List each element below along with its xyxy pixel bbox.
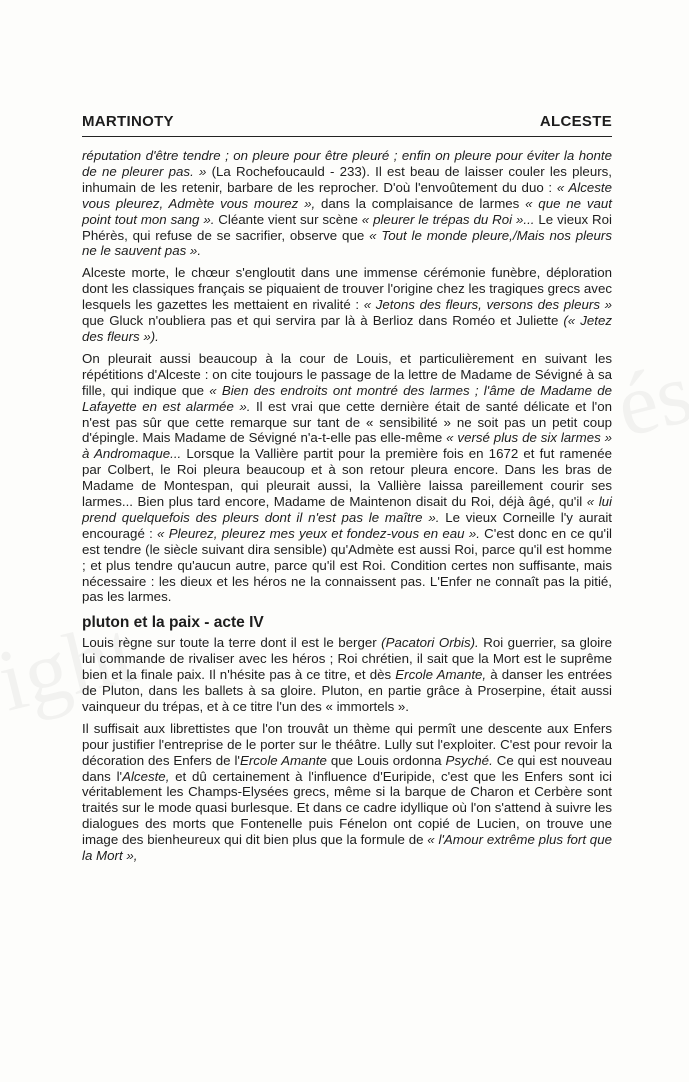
text-run: C'est donc en ce qu'il est tendre (le siècle suivant dira sensible) qu'Admète est aussi Roi, parce qu'il est homme ; et plus tendre qu'aucun autre, parce qu'il est Roi. Condition certes non suffisante, mais nécessaire : les dieux et les héros ne la connaissent pas. L'Enfer ne connaît pas la pitié, pas les larmes.: [82, 525, 612, 605]
section-heading: pluton et la paix - acte IV: [82, 614, 264, 632]
running-head-author: MARTINOTY: [82, 113, 174, 130]
paragraph: [82, 721, 612, 864]
italic-run: « Bien des endroits ont montré des larmes ; l'âme de Madame de Lafayette en est alarmée ».: [82, 382, 612, 414]
italic-run: Ercole Amante,: [395, 667, 487, 683]
italic-run: « Tout le monde pleure,/Mais nos pleurs ne le sauvent pas ».: [82, 227, 612, 259]
text-run: Ce qui est nouveau dans l': [82, 752, 613, 784]
paragraph: [82, 635, 612, 715]
italic-run: (Pacatori Orbis).: [381, 635, 479, 651]
italic-run: « Alceste vous pleurez, Admète vous mourez »,: [82, 179, 613, 211]
watermark-fragment-right: [606, 333, 689, 458]
italic-run: « l'Amour extrême plus fort que la Mort »,: [82, 832, 612, 864]
italic-run: Ercole Amante: [239, 752, 327, 768]
italic-run: (« Jetez des fleurs »).: [82, 313, 612, 344]
text-run: que Gluck n'oubliera pas et qui servira par là à Berlioz dans Roméo et Juliette: [82, 313, 564, 329]
paragraph: [82, 148, 612, 259]
body-text: [82, 148, 612, 864]
text-run: à danser les entrées de Pluton, dans les ballets à sa gloire. Pluton, en partie grâce à Proserpine, était aussi vainqueur du trépas, et à ce titre l'un des « immortels ».: [82, 667, 613, 714]
text-run: Le vieux Roi Phérès, qui refuse de se sacrifier, observe que: [82, 211, 612, 243]
italic-run: « Jetons des fleurs, versons des pleurs »: [363, 297, 612, 313]
text-run: dans la complaisance de larmes: [315, 195, 526, 211]
italic-run: Alceste,: [122, 768, 170, 784]
italic-run: « lui prend quelquefois des pleurs dont il n'est pas le maître ».: [82, 494, 612, 525]
text-run: (La Rochefoucauld - 233). Il est beau de laisser couler les pleurs, inhumain de les retenir, barbare de les reprocher. D'où l'envoûtement du duo :: [82, 163, 612, 195]
text-run: Lorsque la Vallière partit pour la première fois en 1672 et fut ramenée par Colbert, le Roi pleura beaucoup et à son retour pleura encore. Dans les bras de Madame de Montespan, qui pleurait aussi, la Vallière laissa pareillement courir ses larmes... Bien plus tard encore, Madame de Maintenon disait du Roi, déjà âgé, qu'il: [82, 446, 612, 510]
italic-run: réputation d'être tendre ; on pleure pour être pleuré ; enfin on pleure pour éviter la honte de ne pleurer pas. »: [82, 148, 612, 179]
italic-run: Psyché.: [445, 752, 493, 768]
text-run: Il suffisait aux librettistes que l'on trouvât un thème qui permît une descente aux Enfers pour justifier l'entreprise de le porter sur le théâtre. Lully sut l'exploiter. C'est pour revoir la décoration des Enfers de l': [82, 720, 612, 768]
text-run: Roi guerrier, sa gloire lui commande de rivaliser avec les héros ; Roi chrétien, il sait que la Mort est le suprême bien et la finale paix. Il n'hésite pas à ce titre, et dès: [82, 635, 612, 683]
text-run: que Louis ordonna: [326, 752, 446, 768]
italic-run: « que ne vaut point tout mon sang ».: [82, 195, 612, 227]
text-run: et dû certainement à l'influence d'Euripide, c'est que les Enfers sont ici véritablement les Champs-Elysées grecs, même si la barque de Charon et Cerbère sont traités sur le mode quasi burlesque. Et dans ce cadre idyllique où l'on s'attend à suivre les dialogues des morts que Fontenelle puis Fénelon ont copié de Lucien, on trouve une image des bienheureux qui dit bien plus que la formule de: [82, 768, 612, 848]
paragraph: [82, 351, 612, 606]
italic-run: « pleurer le trépas du Roi »...: [361, 211, 535, 227]
text-run: Il est vrai que cette dernière était de santé délicate et l'on n'est pas sûr que cette remarque sur tant de « sensibilité » ne soit pas un petit coup d'épingle. Mais Madame de Sévigné n'a-t-elle pas elle-même: [82, 398, 612, 446]
running-head: [82, 113, 612, 137]
text-run: Le vieux Corneille l'y aurait encouragé :: [82, 509, 612, 541]
running-head-title: ALCESTE: [539, 113, 612, 130]
text-run: On pleurait aussi beaucoup à la cour de Louis, et particulièrement en suivant les répétitions d'Alceste : on cite toujours le passage de la lettre de Madame de Sévigné à sa fille, qui indique que: [82, 350, 612, 398]
italic-run: « Pleurez, pleurez mes yeux et fondez-vous en eau ».: [157, 525, 480, 541]
text-run: Cléante vient sur scène: [214, 211, 362, 227]
italic-run: « versé plus de six larmes » à Andromaque...: [82, 430, 612, 462]
text-run: Louis règne sur toute la terre dont il est le berger: [82, 635, 382, 651]
text-run: Alceste morte, le chœur s'engloutit dans une immense cérémonie funèbre, déploration dont les classiques français se piquaient de trouver l'origine chez les tragiques grecs avec lesquels les gazettes les mettaient en rivalité :: [82, 265, 612, 313]
paragraph: [82, 265, 612, 345]
book-page: [82, 113, 612, 870]
